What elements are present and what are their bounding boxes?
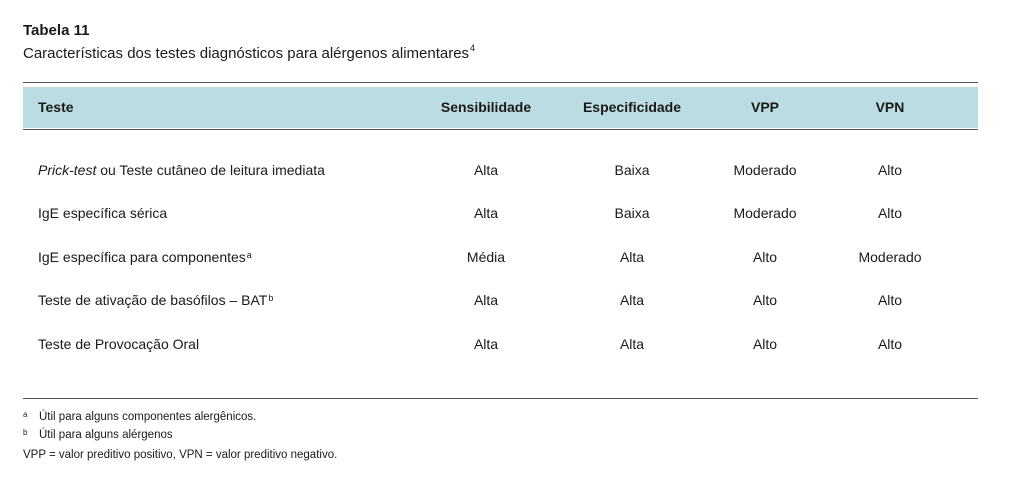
- row-vpp: Alto: [752, 292, 778, 308]
- row-sensibilidade: Média: [466, 249, 506, 265]
- table-header-bottom-rule: [23, 129, 978, 130]
- row-vpn: Alto: [877, 292, 903, 308]
- header-sensibilidade: Sensibilidade: [440, 99, 532, 115]
- table-row: [0, 288, 1024, 312]
- row-especificidade: Alta: [619, 292, 645, 308]
- table-caption-label: Tabela 11: [23, 22, 90, 39]
- footnote-mark: b: [23, 428, 28, 437]
- row-test-name: [38, 288, 273, 312]
- row-test-name: Teste de Provocação Oral: [38, 336, 200, 352]
- row-test-name-text: IgE específica para componentes: [38, 249, 246, 265]
- row-vpp: Alto: [752, 336, 778, 352]
- row-test-name: IgE específica sérica: [38, 205, 168, 221]
- row-sensibilidade: Alta: [473, 162, 499, 178]
- footnote-abbreviations: VPP = valor preditivo positivo, VPN = valor preditivo negativo.: [23, 449, 338, 461]
- footnote-text: Útil para alguns alérgenos: [39, 429, 173, 441]
- table-row: [0, 332, 1024, 356]
- row-vpn: Alto: [877, 205, 903, 221]
- row-vpp: Alto: [752, 249, 778, 265]
- caption-reference-marker: 4: [470, 43, 476, 53]
- table-top-rule: [23, 82, 978, 83]
- row-sensibilidade: Alta: [473, 205, 499, 221]
- table-bottom-rule: [23, 398, 978, 399]
- row-vpn: Alto: [877, 162, 903, 178]
- row-especificidade: Alta: [619, 336, 645, 352]
- header-especificidade: Especificidade: [582, 99, 682, 115]
- header-vpp: VPP: [750, 99, 779, 115]
- caption-title-text: Características dos testes diagnósticos para alérgenos alimentares: [23, 45, 470, 62]
- row-especificidade: Baixa: [614, 205, 650, 221]
- footnote-a: [23, 411, 256, 423]
- header-teste: Teste: [38, 99, 74, 115]
- row-especificidade: Alta: [619, 249, 645, 265]
- row-vpn: Alto: [877, 336, 903, 352]
- row-test-name: [38, 245, 252, 269]
- footnote-marker-a: a: [246, 250, 252, 260]
- row-test-name: [38, 158, 325, 182]
- footnote-mark: a: [23, 410, 28, 419]
- row-test-name-text: Teste de ativação de basófilos – BAT: [38, 292, 268, 308]
- table-row: [0, 158, 1024, 182]
- row-test-name-italic: Prick-test: [38, 162, 97, 178]
- table-row: [0, 245, 1024, 269]
- footnote-text: Útil para alguns componentes alergênicos.: [39, 411, 257, 423]
- row-sensibilidade: Alta: [473, 292, 499, 308]
- row-test-name-text: ou Teste cutâneo de leitura imediata: [96, 162, 325, 178]
- table-caption-title: [23, 45, 475, 62]
- row-vpn: Moderado: [858, 249, 922, 265]
- row-vpp: Moderado: [733, 205, 797, 221]
- row-sensibilidade: Alta: [473, 336, 499, 352]
- row-especificidade: Baixa: [614, 162, 650, 178]
- row-vpp: Moderado: [733, 162, 797, 178]
- footnote-b: [23, 429, 173, 441]
- footnote-marker-b: b: [268, 293, 274, 303]
- table-row: [0, 201, 1024, 225]
- header-vpn: VPN: [875, 99, 905, 115]
